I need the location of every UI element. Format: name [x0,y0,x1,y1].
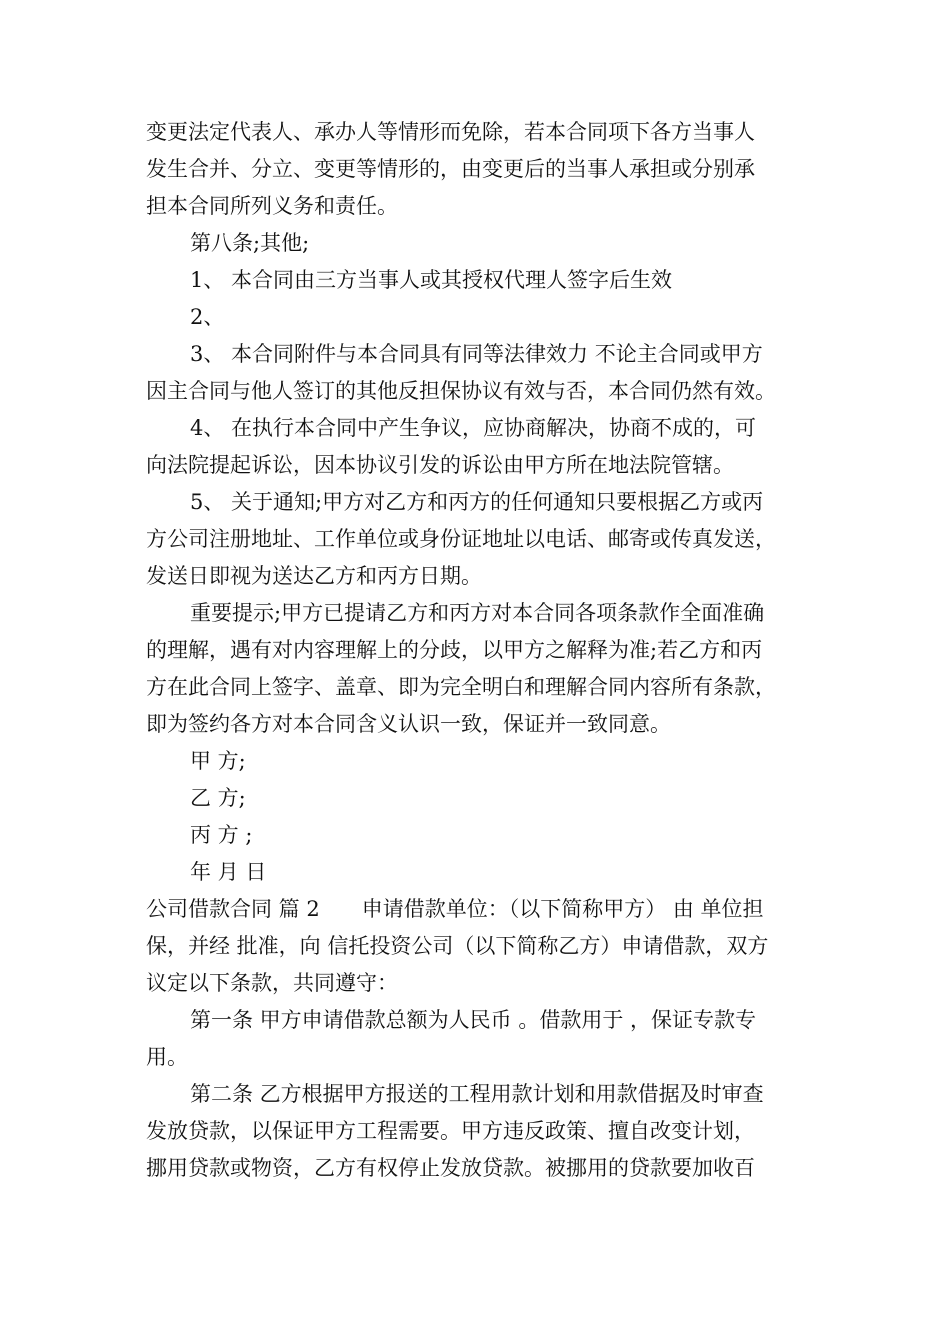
text-line: 5、 关于通知;甲方对乙方和丙方的任何通知只要根据乙方或丙 [190,490,764,514]
text-line: 4、 在执行本合同中产生争议，应协商解决，协商不成的，可 [190,416,757,440]
text-line: 第二条 乙方根据甲方报送的工程用款计划和用款借据及时审查 [190,1082,764,1106]
text-line: 第一条 甲方申请借款总额为人民币 。借款用于 ，保证专款专 [190,1008,757,1032]
text-line: 发送日即视为送达乙方和丙方日期。 [146,564,482,588]
text-line: 挪用贷款或物资，乙方有权停止发放贷款。被挪用的贷款要加收百 [146,1156,755,1180]
text-line: 用。 [146,1045,188,1069]
text-line: 发生合并、分立、变更等情形的，由变更后的当事人承担或分别承 [146,157,755,181]
text-line: 担本合同所列义务和责任。 [146,194,398,218]
text-line: 发放贷款，以保证甲方工程需要。甲方违反政策、擅自改变计划， [146,1119,755,1143]
text-line: 变更法定代表人、承办人等情形而免除，若本合同项下各方当事人 [146,120,755,144]
text-line: 方公司注册地址、工作单位或身份证地址以电话、邮寄或传真发送， [146,527,776,551]
text-line: 议定以下条款，共同遵守： [146,971,398,995]
document-body [146,114,826,1187]
text-line: 公司借款合同 篇 2 申请借款单位：（以下简称甲方） 由 单位担 [146,897,764,921]
text-line: 的理解，遇有对内容理解上的分歧，以甲方之解释为准;若乙方和丙 [146,638,763,662]
text-line: 1、 本合同由三方当事人或其授权代理人签字后生效 [190,268,673,292]
text-line: 甲 方; [190,749,246,773]
text-line: 3、 本合同附件与本合同具有同等法律效力 不论主合同或甲方 [190,342,763,366]
text-line: 2、 [190,305,225,329]
text-line: 丙 方 ; [190,823,253,847]
text-line: 年 月 日 [190,860,267,884]
text-line: 因主合同与他人签订的其他反担保协议有效与否，本合同仍然有效。 [146,379,776,403]
text-line: 重要提示;甲方已提请乙方和丙方对本合同各项条款作全面准确 [190,601,765,625]
text-line: 即为签约各方对本合同含义认识一致，保证并一致同意。 [146,712,671,736]
text-line: 第八条;其他; [190,231,310,255]
text-line: 保，并经 批准，向 信托投资公司（以下简称乙方）申请借款，双方 [146,934,769,958]
text-line: 向法院提起诉讼，因本协议引发的诉讼由甲方所在地法院管辖。 [146,453,734,477]
text-line: 乙 方; [190,786,246,810]
text-line: 方在此合同上签字、盖章、即为完全明白和理解合同内容所有条款， [146,675,776,699]
